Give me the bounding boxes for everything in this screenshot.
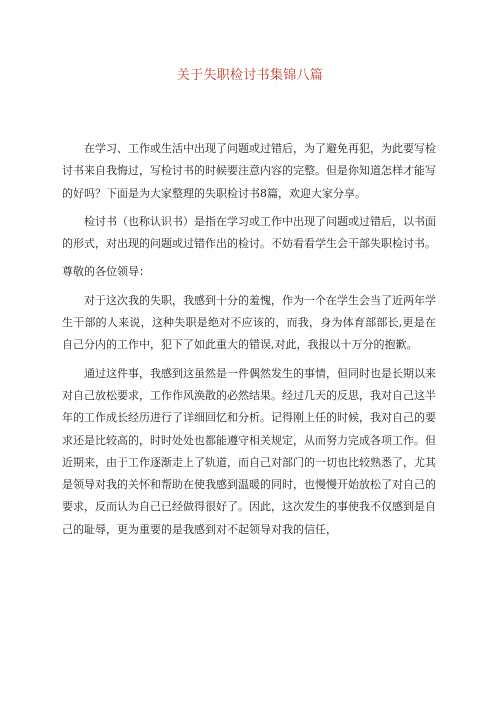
salutation: 尊敬的各位领导： — [62, 265, 150, 279]
document-body — [62, 138, 436, 541]
document-title: 关于失职检讨书集锦八篇 — [176, 68, 324, 83]
body-paragraph-apology: 对于这次我的失职，我感到十分的羞愧，作为一个在学生会当了近两年学生干部的人来说，这种失职是绝对不应该的，而我，身为体育部部长,更是在自己分内的工作中，犯下了如此重大的错误,对此，我报以十万分的抱歉。 — [62, 293, 436, 352]
body-paragraph-intro: 在学习、工作或生活中出现了问题或过错后，为了避免再犯，为此要写检讨书来自我悔过，写检讨书的时候要注意内容的完整。但是你知道怎样才能写的好吗？下面是为大家整理的失职检讨书8篇，欢迎大家分享。 — [62, 142, 436, 200]
body-paragraph-definition: 检讨书（也称认识书）是指在学习或工作中出现了问题或过错后，以书面的形式，对出现的问题或过错作出的检讨。不妨看看学生会干部失职检讨书。 — [62, 214, 436, 251]
body-paragraph-reflection: 通过这件事，我感到这虽然是一件偶然发生的事情，但同时也是长期以来对自己放松要求，工作作风涣散的必然结果。经过几天的反思，我对自己这半年的工作成长经历进行了详细回忆和分析。记得刚上任的时候，我对自己的要求还是比较高的，时时处处也都能遵守相关规定，从而努力完成各项工作。但近期来，由于工作逐渐走上了轨道，而自己对部门的一切也比较熟悉了，尤其是领导对我的关怀和帮助在使我感到温暖的同时，也慢慢开始放松了对自己的要求，反而认为自己已经做得很好了。因此，这次发生的事使我不仅感到是自己的耻辱，更为重要的是我感到对不起领导对我的信任， — [62, 366, 436, 536]
